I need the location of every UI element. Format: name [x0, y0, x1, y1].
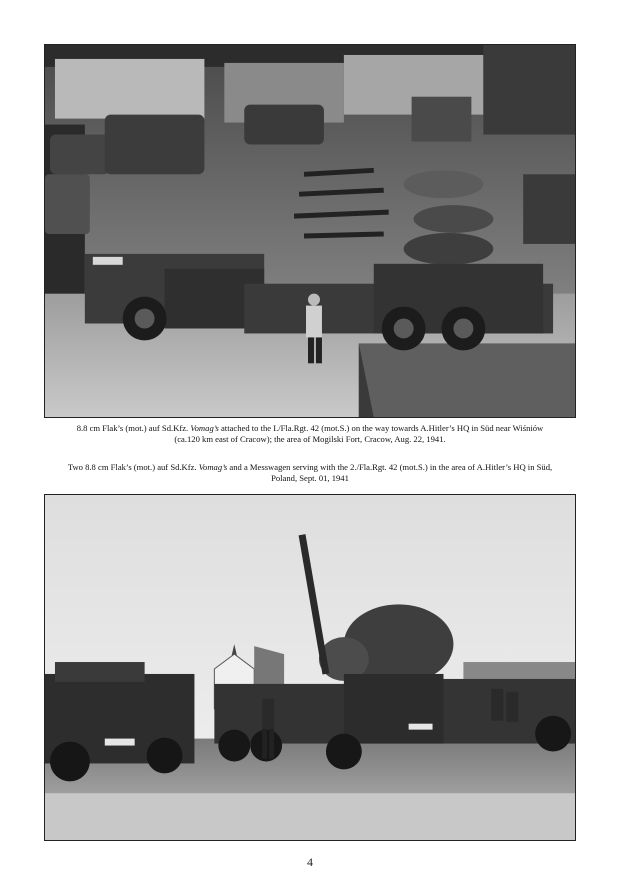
page-number: 4 — [307, 855, 313, 869]
caption-bottom-vehicle-name: Vomag’s — [198, 462, 228, 472]
caption-bottom — [44, 462, 576, 484]
caption-top-text-cont: attached to the I./Fla.Rgt. 42 (mot.S.) on the way towards A.Hitler’s HQ in Süd near Wiśniów — [218, 423, 544, 433]
photo-flak-hq-sud — [44, 494, 576, 841]
caption-bottom-line-2: Poland, Sept. 01, 1941 — [271, 473, 349, 483]
photo-flak-convoy-cracow — [44, 44, 576, 418]
caption-bottom-text-cont: and a Messwagen serving with the 2./Fla.Rgt. 42 (mot.S.) in the area of A.Hitler’s HQ in Süd, — [227, 462, 553, 472]
photo-flak-convoy-cracow-image — [45, 45, 575, 417]
caption-top-vehicle-name: Vomag’s — [190, 423, 219, 433]
caption-bottom-text: Two 8.8 cm Flak’s (mot.) auf Sd.Kfz. — [67, 462, 199, 472]
caption-top-line-2: (ca.120 km east of Cracow); the area of Mogilski Fort, Cracow, Aug. 22, 1941. — [174, 434, 446, 444]
caption-top — [44, 423, 576, 445]
caption-bottom-line-1 — [44, 462, 576, 473]
photo-flak-hq-sud-image — [45, 495, 575, 840]
caption-top-text: 8.8 cm Flak’s (mot.) auf Sd.Kfz. — [76, 423, 191, 433]
caption-top-line-1 — [44, 423, 576, 434]
